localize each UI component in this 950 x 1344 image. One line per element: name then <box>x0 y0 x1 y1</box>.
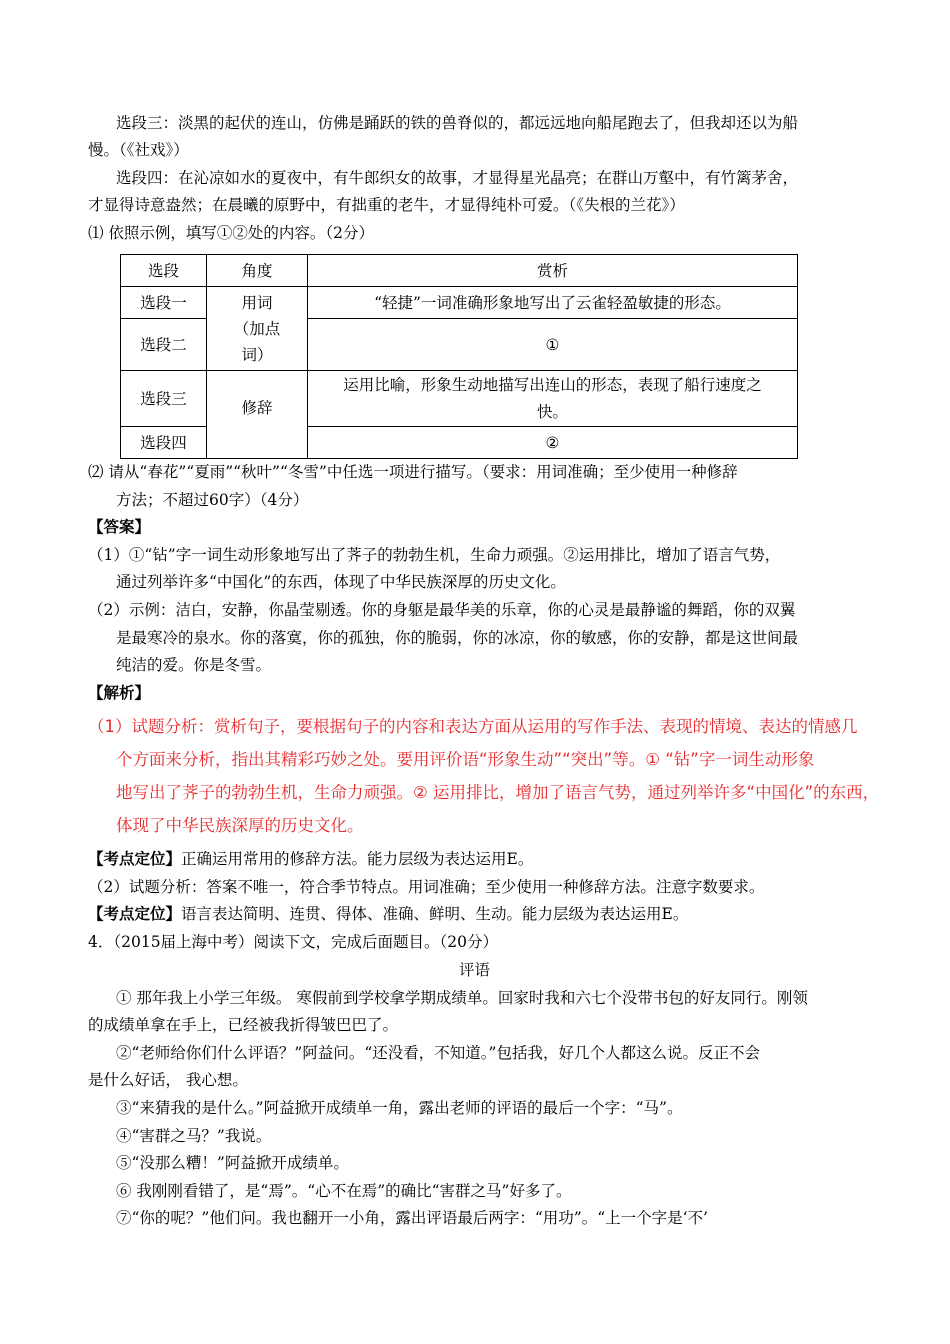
analysis-red-line: 地写出了荠子的勃勃生机，生命力顽强。② 运用排比，增加了语言气势，通过列举许多“中国化”的东西， <box>116 783 880 802</box>
segment-cell: 选段三 <box>121 371 207 427</box>
essay-line: ④“害群之马？”我说。 <box>116 1127 272 1145</box>
essay-line: 的成绩单拿在手上，已经被我折得皱巴巴了。 <box>88 1016 399 1034</box>
analysis-red-line: 个方面来分析，指出其精彩巧妙之处。要用评价语“形象生动”“突出”等。① “钻”字一词生动形象 <box>116 750 815 769</box>
angle-line: （加点 <box>233 319 281 338</box>
analysis-cell <box>308 371 798 427</box>
analysis-cell-blank-1: ① <box>308 319 798 371</box>
analysis-cell-blank-2: ② <box>308 427 798 459</box>
angle-line: 用词 <box>241 293 273 312</box>
essay-line: ⑥ 我刚刚看错了，是“焉”。“心不在焉”的确比“害群之马”好多了。 <box>116 1182 572 1200</box>
header-analysis: 赏析 <box>308 255 798 287</box>
answer-line: （2）示例：洁白，安静，你晶莹剔透。你的身躯是最华美的乐章，你的心灵是最静谧的舞蹈，你的双翼 <box>88 601 796 619</box>
kaodian-2 <box>88 903 688 925</box>
analysis-line: 快。 <box>536 402 568 421</box>
question-1-prompt: ⑴ 依照示例，填写①②处的内容。（2分） <box>88 224 375 242</box>
answer-line: 是最寒冷的泉水。你的落寞，你的孤独，你的脆弱，你的冰凉，你的敏感，你的安静，都是这世间最 <box>116 629 799 647</box>
paragraph-line: 选段四：在沁凉如水的夏夜中，有牛郎织女的故事，才显得星光晶亮；在群山万壑中，有竹篱茅舍， <box>116 169 799 187</box>
kaodian-text: 正确运用常用的修辞方法。能力层级为表达运用E。 <box>181 850 534 868</box>
analysis-red-line: 体现了中华民族深厚的历史文化。 <box>116 816 364 835</box>
segment-cell: 选段四 <box>121 427 207 459</box>
essay-line: ⑦“你的呢？”他们问。我也翻开一小角，露出评语最后两字：“用功”。“上一个字是‘不’ <box>116 1209 708 1227</box>
answer-line: 通过列举许多“中国化”的东西，体现了中华民族深厚的历史文化。 <box>116 573 566 591</box>
kaodian-label: 【考点定位】 <box>88 904 182 923</box>
segment-cell: 选段二 <box>121 319 207 371</box>
question-2-prompt: ⑵ 请从“春花”“夏雨”“秋叶”“冬雪”中任选一项进行描写。（要求：用词准确；至少使用一种修辞 <box>88 463 738 481</box>
paragraph-line: 才显得诗意盎然；在晨曦的原野中，有拙重的老牛，才显得纯朴可爱。（《失根的兰花》） <box>88 196 685 214</box>
analysis-label: 【解析】 <box>88 683 151 702</box>
question-2-prompt-cont: 方法；不超过60字）（4分） <box>116 491 309 509</box>
angle-cell <box>207 287 308 371</box>
essay-line: ③“来猜我的是什么。”阿益掀开成绩单一角，露出老师的评语的最后一个字：“马”。 <box>116 1099 683 1117</box>
question-4: 4．（2015届上海中考）阅读下文，完成后面题目。（20分） <box>88 933 499 951</box>
analysis-table <box>120 254 798 459</box>
essay-line: ① 那年我上小学三年级。 寒假前到学校拿学期成绩单。回家时我和六七个没带书包的好友同行。刚领 <box>116 989 808 1007</box>
essay-title: 评语 <box>459 961 491 979</box>
answer-line: 纯洁的爱。你是冬雪。 <box>116 656 272 674</box>
kaodian-1 <box>88 848 533 870</box>
table-row <box>121 371 798 427</box>
paragraph-line: 慢。（《社戏》） <box>88 141 189 159</box>
analysis-cell: “轻捷”一词准确形象地写出了云雀轻盈敏捷的形态。 <box>308 287 798 319</box>
kaodian-text: 语言表达简明、连贯、得体、准确、鲜明、生动。能力层级为表达运用E。 <box>181 905 689 923</box>
header-angle: 角度 <box>207 255 308 287</box>
essay-line: 是什么好话， 我心想。 <box>88 1071 248 1089</box>
answer-line: （1）①“钻”字一词生动形象地写出了荠子的勃勃生机，生命力顽强。②运用排比，增加了语言气势， <box>88 546 781 564</box>
answer-label: 【答案】 <box>88 517 151 536</box>
kaodian-label: 【考点定位】 <box>88 849 182 868</box>
table-row <box>121 287 798 319</box>
analysis-red-line: （1）试题分析：赏析句子，要根据句子的内容和表达方面从运用的写作手法、表现的情境、表达的情感几 <box>88 717 858 736</box>
angle-line: 词） <box>241 345 273 364</box>
analysis-2: （2）试题分析：答案不唯一，符合季节特点。用词准确；至少使用一种修辞方法。注意字数要求。 <box>88 878 765 896</box>
essay-line: ②“老师给你们什么评语？”阿益问。“还没看，不知道。”包括我，好几个人都这么说。反正不会 <box>116 1044 760 1062</box>
segment-cell: 选段一 <box>121 287 207 319</box>
table-header-row <box>121 255 798 287</box>
header-segment: 选段 <box>121 255 207 287</box>
angle-cell: 修辞 <box>207 371 308 459</box>
paragraph-line: 选段三：淡黑的起伏的连山，仿佛是踊跃的铁的兽脊似的，都远远地向船尾跑去了，但我却还以为船 <box>116 114 799 132</box>
essay-line: ⑤“没那么糟！”阿益掀开成绩单。 <box>116 1154 349 1172</box>
analysis-line: 运用比喻，形象生动地描写出连山的形态，表现了船行速度之 <box>343 375 762 394</box>
